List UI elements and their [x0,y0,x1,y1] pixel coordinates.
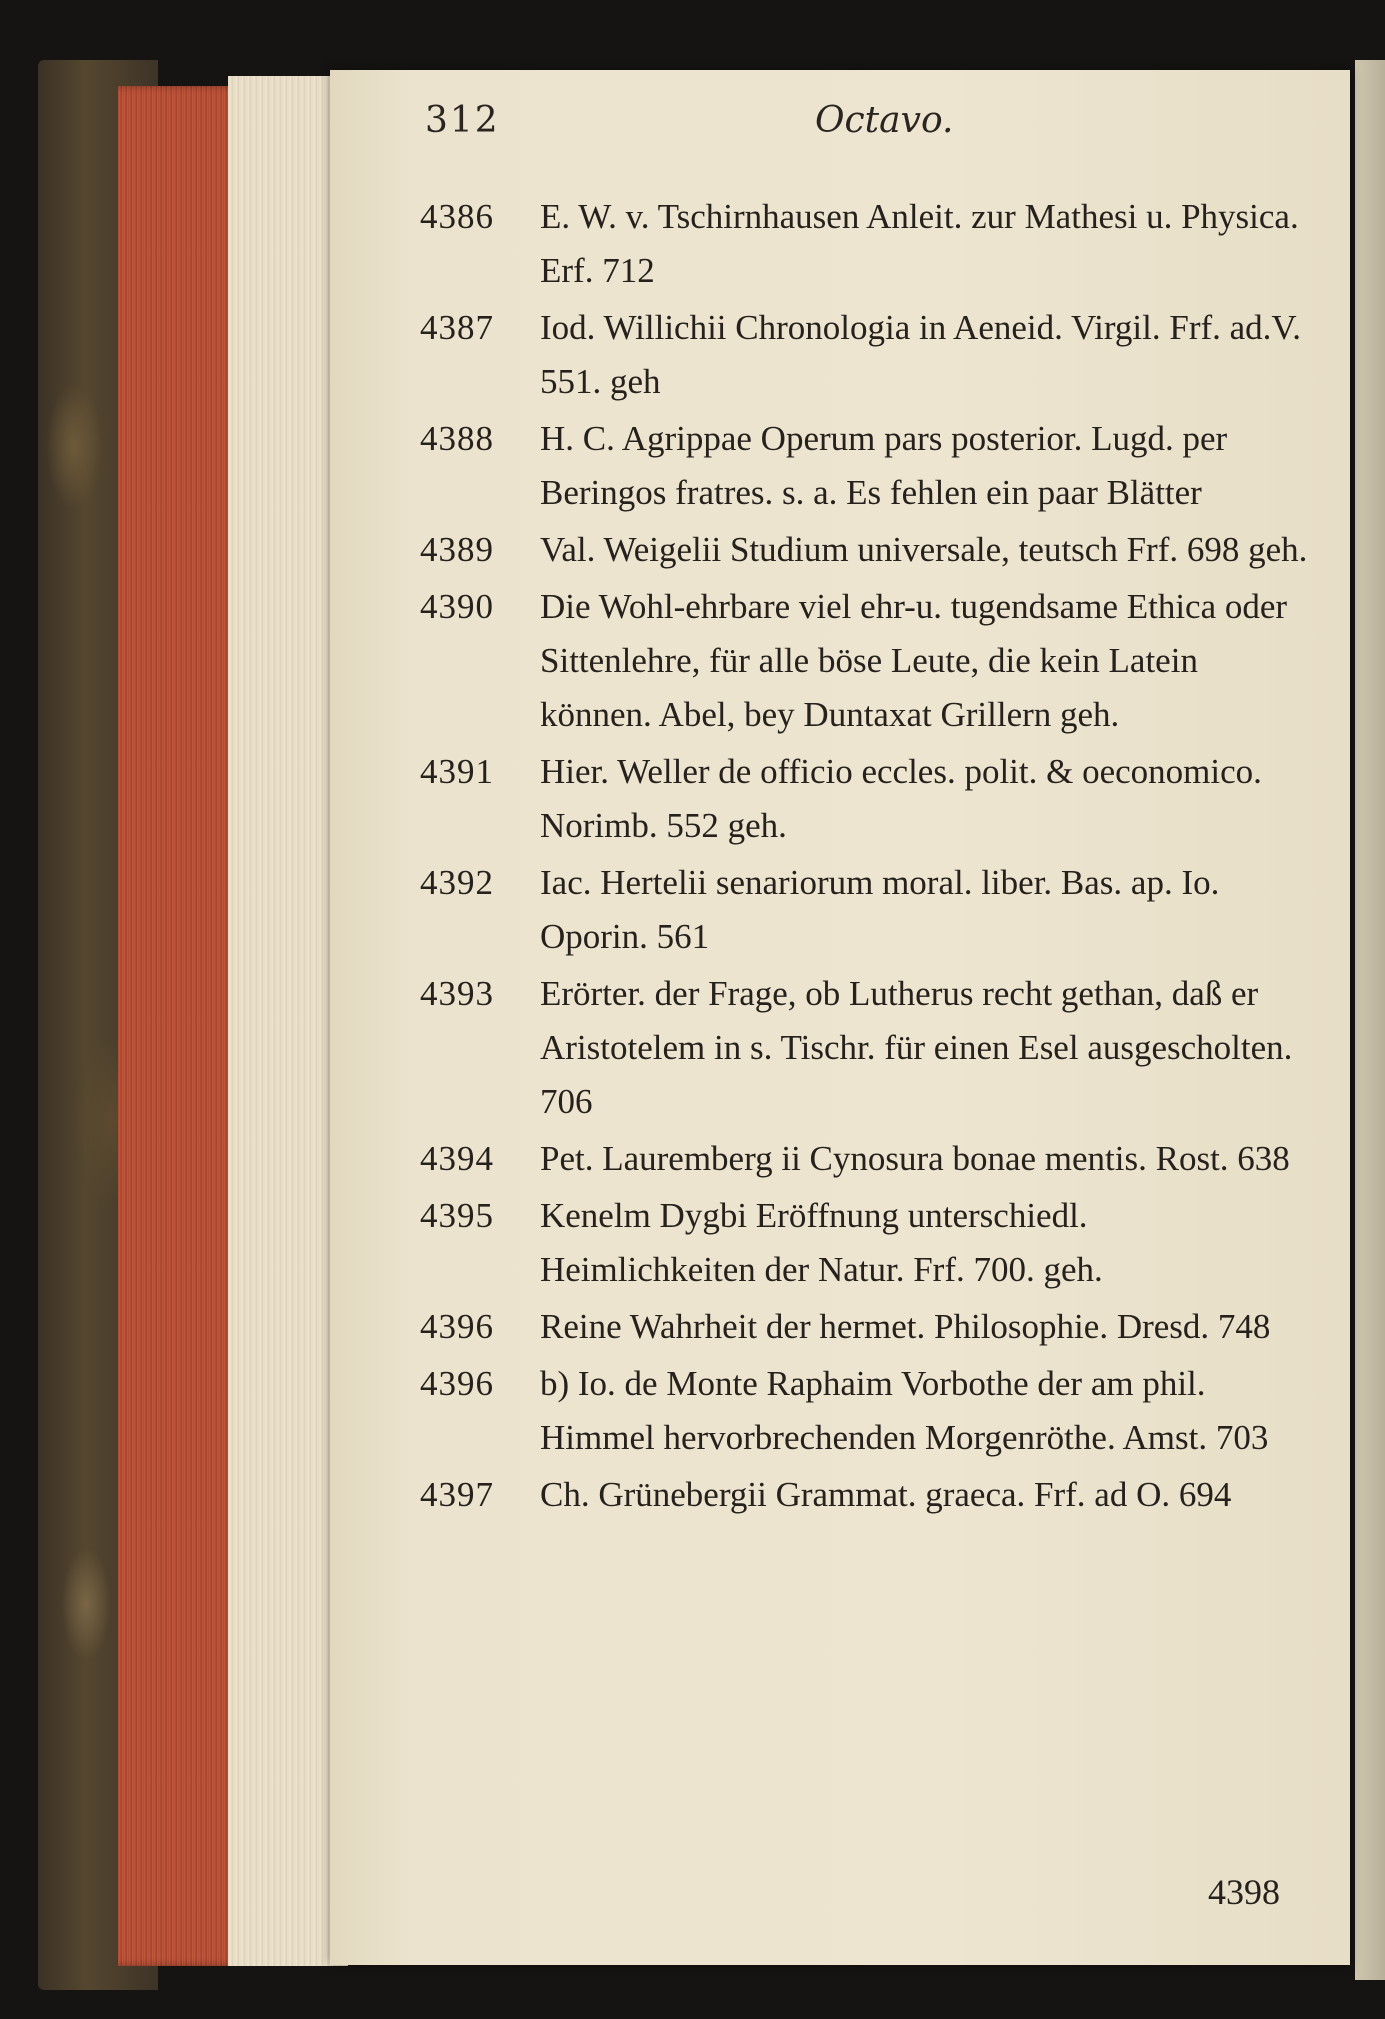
entry-number: 4391 [420,752,494,791]
catalog-entry [420,856,1312,964]
catalog-entry [420,580,1312,742]
entry-number: 4397 [420,1475,494,1514]
entry-number: 4395 [420,1196,494,1235]
catalog-entry [420,301,1312,409]
entry-text: E. W. v. Tschirnhausen Anleit. zur Mathesi u. Physica. Erf. 712 [540,197,1299,290]
entry-text: Erörter. der Frage, ob Lutherus recht gethan, daß er Aristotelem in s. Tischr. für einen Esel ausgescholten. 706 [540,974,1293,1121]
catalog-entry [420,745,1312,853]
entry-text: Iac. Hertelii senariorum moral. liber. Bas. ap. Io. Oporin. 561 [540,863,1220,956]
page-number: 312 [425,100,500,141]
entry-text: Kenelm Dygbi Eröffnung unterschiedl. Heimlichkeiten der Natur. Frf. 700. geh. [540,1196,1103,1289]
catalog-entries [420,190,1312,1525]
entry-number: 4392 [420,863,494,902]
entry-text: Die Wohl-ehrbare viel ehr-u. tugendsame Ethica oder Sittenlehre, für alle böse Leute, die kein Latein können. Abel, bey Duntaxat Grillern geh. [540,587,1288,734]
running-head: Octavo. [815,100,954,141]
entry-number: 4394 [420,1139,494,1178]
facing-page-edge [1355,60,1385,1980]
catalog-entry [420,190,1312,298]
entry-number: 4396 [420,1307,494,1346]
entry-text: b) Io. de Monte Raphaim Vorbothe der am phil. Himmel hervorbrechenden Morgenröthe. Amst. 703 [540,1364,1269,1457]
catalog-entry [420,1357,1312,1465]
entry-number: 4388 [420,419,494,458]
entry-number: 4387 [420,308,494,347]
entry-text: H. C. Agrippae Operum pars posterior. Lugd. per Beringos fratres. s. a. Es fehlen ein paar Blätter [540,419,1228,512]
entry-text: Val. Weigelii Studium universale, teutsch Frf. 698 geh. [540,530,1308,569]
entry-text: Reine Wahrheit der hermet. Philosophie. Dresd. 748 [540,1307,1271,1346]
entry-text: Pet. Lauremberg ii Cynosura bonae mentis. Rost. 638 [540,1139,1290,1178]
entry-number: 4389 [420,530,494,569]
page-header [425,100,1310,160]
catalog-entry [420,1300,1312,1354]
catalog-entry [420,412,1312,520]
catchword: 4398 [1208,1872,1280,1912]
catalog-entry [420,1468,1312,1522]
entry-number: 4386 [420,197,494,236]
catalog-entry [420,1132,1312,1186]
entry-number: 4393 [420,974,494,1013]
red-page-edges [118,86,238,1966]
printed-page [330,70,1350,1965]
entry-number: 4396 [420,1364,494,1403]
entry-text: Iod. Willichii Chronologia in Aeneid. Virgil. Frf. ad.V. 551. geh [540,308,1301,401]
catalog-entry [420,523,1312,577]
entry-text: Ch. Grünebergii Grammat. graeca. Frf. ad O. 694 [540,1475,1232,1514]
catalog-entry [420,1189,1312,1297]
entry-text: Hier. Weller de officio eccles. polit. & oeconomico. Norimb. 552 geh. [540,752,1262,845]
entry-number: 4390 [420,587,494,626]
catalog-entry [420,967,1312,1129]
